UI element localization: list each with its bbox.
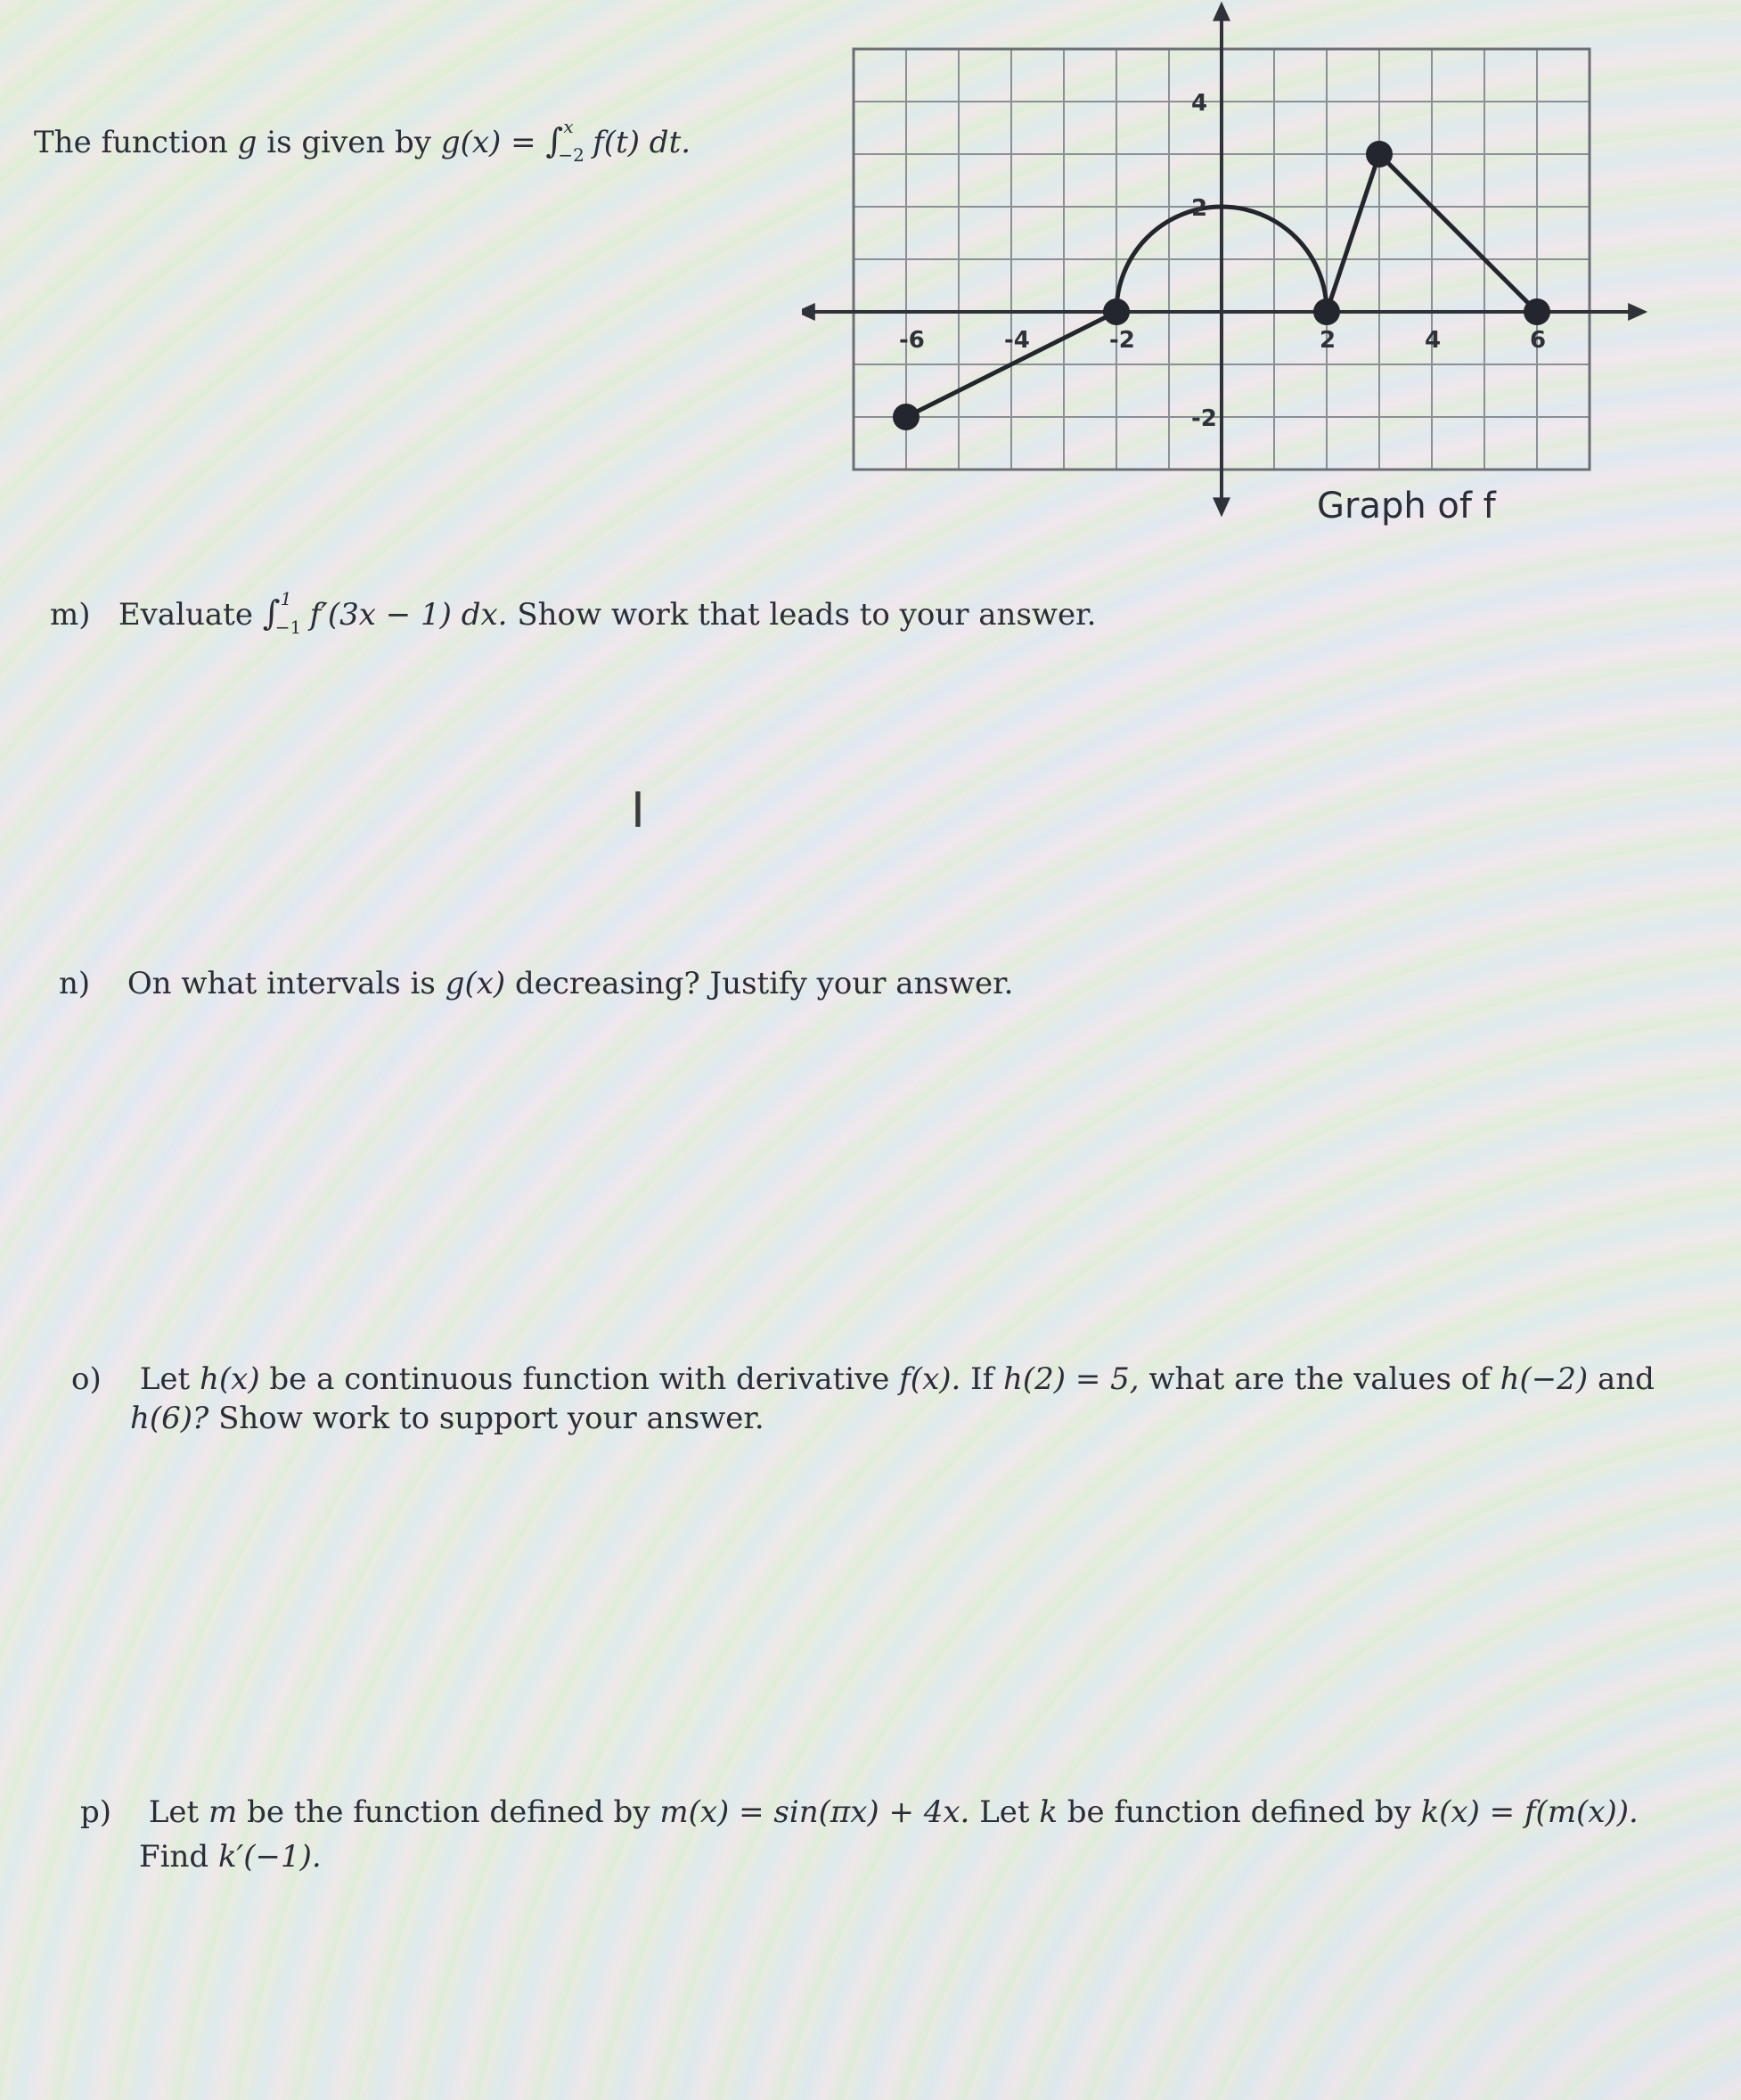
question-o-label: o) (71, 1361, 102, 1397)
intro-text: The function (34, 125, 228, 160)
question-o-a: Let (139, 1361, 191, 1397)
intro-given-by: is given by (266, 125, 432, 160)
question-p-label: p) (80, 1794, 112, 1830)
question-n-label: n) (59, 966, 91, 1001)
f-closed-point (1103, 298, 1130, 325)
graph-of-f (802, 0, 1657, 535)
x-axis-arrow-right (1628, 303, 1647, 321)
question-o-h3: h(−2) (1500, 1361, 1589, 1397)
question-m-expr: f′(3x − 1) dx. (309, 597, 508, 633)
x-tick-label: -4 (1004, 327, 1030, 354)
question-o-h: h(x) (200, 1361, 260, 1397)
question-o-b: be a continuous function with derivative (269, 1361, 890, 1397)
question-n-expr: g(x) (445, 966, 506, 1001)
question-n (59, 962, 1013, 1005)
question-o-d: what are the values of (1148, 1361, 1491, 1397)
question-p-k: k (1039, 1794, 1058, 1830)
f-closed-point (893, 404, 920, 430)
question-p (80, 1791, 1639, 1834)
intro-line (34, 116, 691, 166)
question-m-integral: ∫ 1 −1 (263, 592, 300, 636)
question-p-b: be the function defined by (247, 1794, 650, 1830)
f-segment-2 (1327, 154, 1379, 312)
question-m-lower: −1 (274, 617, 302, 638)
question-n-pre: On what intervals is (127, 966, 436, 1001)
question-m-upper: 1 (280, 588, 292, 609)
x-tick-label: 2 (1320, 327, 1336, 354)
f-closed-point (1366, 141, 1393, 168)
intro-integrand: f(t) dt. (593, 125, 691, 160)
question-m-pre: Evaluate (118, 597, 253, 633)
f-closed-point (1524, 298, 1550, 325)
question-p-mx: m(x) = sin(πx) + 4x. (659, 1794, 970, 1830)
x-tick-label: -6 (899, 327, 925, 354)
question-p-d: be function defined by (1067, 1794, 1411, 1830)
question-o-line2 (130, 1397, 764, 1440)
question-p-a: Let (148, 1794, 200, 1830)
question-p-kx: k(x) = f(m(x)). (1420, 1794, 1639, 1830)
question-m-label: m) (50, 597, 91, 633)
x-tick-label: -2 (1109, 327, 1135, 354)
question-p-m: m (208, 1794, 238, 1830)
question-p-c: Let (979, 1794, 1030, 1830)
f-segment-3 (1379, 154, 1537, 312)
question-p-find: Find (139, 1839, 209, 1875)
text-cursor-icon: I (631, 782, 645, 838)
question-o (71, 1358, 1655, 1401)
question-p-line2 (139, 1835, 322, 1878)
y-tick-label: -2 (1191, 405, 1217, 432)
question-n-post: decreasing? Justify your answer. (514, 966, 1014, 1001)
question-p-kprime: k′(−1). (217, 1839, 322, 1875)
intro-g: g (237, 125, 257, 160)
y-axis-arrow-down (1213, 497, 1230, 517)
question-o-h2: h(2) = 5, (1002, 1361, 1140, 1397)
y-tick-label: 2 (1191, 195, 1208, 222)
x-tick-label: 4 (1425, 327, 1442, 354)
question-o-c: If (970, 1361, 994, 1397)
y-axis-arrow-up (1213, 2, 1230, 21)
question-o-h6: h(6)? (130, 1401, 209, 1436)
intro-int-upper: x (563, 116, 574, 137)
question-m-post: Show work that leads to your answer. (517, 597, 1097, 633)
question-o-e: and (1597, 1361, 1655, 1397)
intro-int-lower: −2 (558, 144, 584, 166)
x-axis-arrow-left (802, 303, 815, 321)
intro-def-lhs: g(x) = (440, 125, 536, 160)
question-o-line2-text: Show work to support your answer. (218, 1401, 764, 1436)
question-m (50, 588, 1097, 638)
y-tick-label: 4 (1191, 90, 1208, 117)
question-o-f: f(x). (899, 1361, 961, 1397)
graph-caption: Graph of f (1317, 486, 1496, 527)
intro-integral: ∫ x −2 (545, 119, 583, 164)
x-tick-label: 6 (1530, 327, 1547, 354)
f-closed-point (1313, 298, 1340, 325)
